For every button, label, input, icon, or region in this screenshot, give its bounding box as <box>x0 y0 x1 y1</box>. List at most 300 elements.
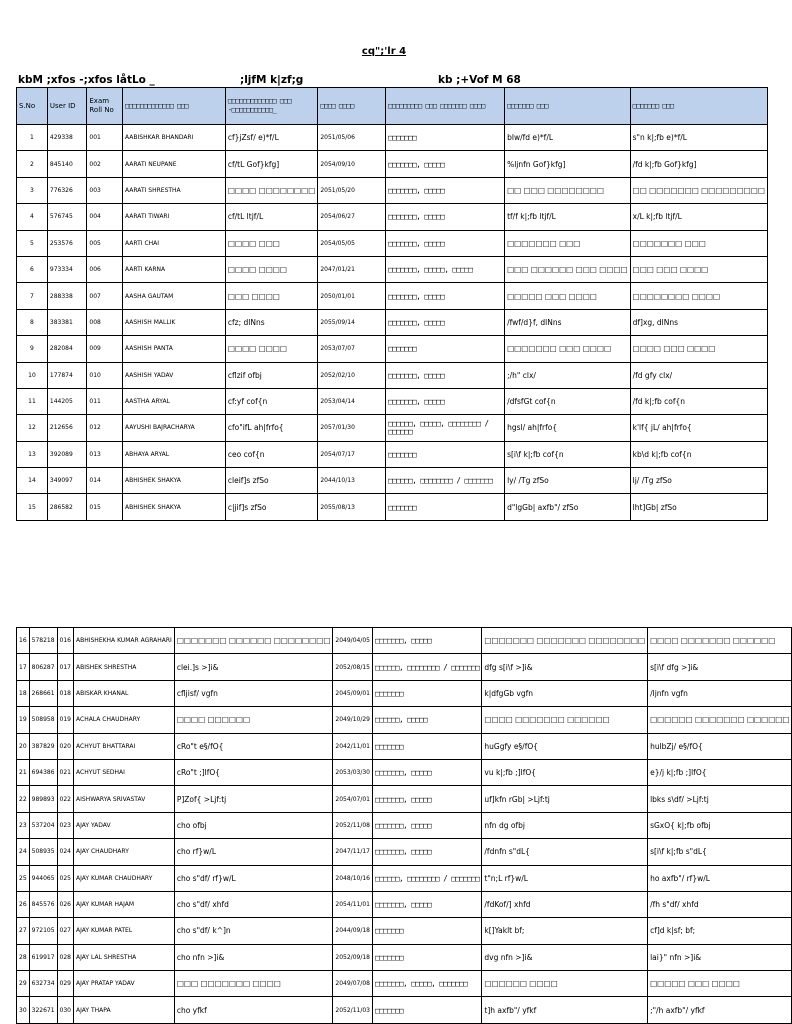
cell-exam-roll: 019 <box>57 707 73 733</box>
cell-exam-roll: 021 <box>57 759 73 785</box>
cell-father: ly/ /Tg zfSo <box>505 468 631 494</box>
cell-grandfather: □□□□□ □□□ □□□□ <box>648 971 792 997</box>
table-row <box>17 125 768 151</box>
cell-sno: 15 <box>17 494 48 520</box>
cell-user-id: 286582 <box>47 494 86 520</box>
cell-sno: 8 <box>17 309 48 335</box>
cell-name-en: ABHAYA ARYAL <box>123 441 226 467</box>
cell-name-en: ABISKAR KHANAL <box>74 680 175 706</box>
cell-user-id: 806287 <box>29 654 57 680</box>
col-name-np: □□□□□□□□□□□□□ □□□ -□□□□□□□□□□□_ <box>225 88 317 125</box>
table-header-row <box>17 88 768 125</box>
table-row <box>17 918 792 944</box>
cell-father: /fdnfn s"dL{ <box>482 839 648 865</box>
cell-qualification: □□□□□□□ <box>373 733 482 759</box>
cell-name-np: cRo"t ;]lfO{ <box>174 759 333 785</box>
cell-exam-roll: 008 <box>87 309 123 335</box>
cell-grandfather: lbks s\df/ >Ljf:tj <box>648 786 792 812</box>
table-row <box>17 256 768 282</box>
cell-father: uf]kfn rGb| >Ljf:tj <box>482 786 648 812</box>
cell-grandfather: x/L k|;fb ltjf/L <box>630 204 767 230</box>
table-row <box>17 415 768 441</box>
table-row <box>17 494 768 520</box>
cell-exam-roll: 007 <box>87 283 123 309</box>
cell-name-np: cf:yf cof{n <box>225 388 317 414</box>
cell-exam-roll: 022 <box>57 786 73 812</box>
cell-grandfather: □□□ □□□ □□□□ <box>630 256 767 282</box>
cell-dob: 2054/11/01 <box>333 891 373 917</box>
table-row <box>17 891 792 917</box>
cell-qualification: □□□□□□□, □□□□□ <box>373 786 482 812</box>
cell-exam-roll: 030 <box>57 997 73 1023</box>
cell-exam-roll: 017 <box>57 654 73 680</box>
cell-exam-roll: 028 <box>57 944 73 970</box>
cell-sno: 30 <box>17 997 30 1023</box>
cell-exam-roll: 018 <box>57 680 73 706</box>
cell-dob: 2051/05/06 <box>318 125 386 151</box>
table-row <box>17 151 768 177</box>
cell-dob: 2044/09/18 <box>333 918 373 944</box>
cell-qualification: □□□□□□, □□□□□□□□ / □□□□□□□ <box>373 865 482 891</box>
table-row <box>17 204 768 230</box>
cell-grandfather: /fd k|;fb cof{n <box>630 388 767 414</box>
cell-father: dfg s[i\f >]i& <box>482 654 648 680</box>
cell-name-np: cf/tL ltjf/L <box>225 204 317 230</box>
table-row <box>17 388 768 414</box>
header-service: ;ljfM k|zf;g <box>240 74 304 86</box>
cell-sno: 7 <box>17 283 48 309</box>
cell-dob: 2053/07/07 <box>318 336 386 362</box>
cell-qualification: □□□□□□□, □□□□□ <box>386 283 505 309</box>
cell-exam-roll: 009 <box>87 336 123 362</box>
cell-sno: 28 <box>17 944 30 970</box>
cell-grandfather: kb\d k|;fb cof{n <box>630 441 767 467</box>
cell-exam-roll: 016 <box>57 628 73 654</box>
cell-grandfather: lai}" nfn >]i& <box>648 944 792 970</box>
cell-sno: 12 <box>17 415 48 441</box>
table-row <box>17 839 792 865</box>
cell-father: nfn dg ofbj <box>482 812 648 838</box>
cell-father: ;/h" clx/ <box>505 362 631 388</box>
cell-dob: 2052/11/08 <box>333 812 373 838</box>
table-row <box>17 944 792 970</box>
table-row <box>17 680 792 706</box>
table-row <box>17 997 792 1023</box>
cell-grandfather: s[i\f k|;fb s"dL{ <box>648 839 792 865</box>
cell-qualification: □□□□□□□, □□□□□ <box>373 839 482 865</box>
cell-name-np: cleif]s zfSo <box>225 468 317 494</box>
table-row <box>17 441 768 467</box>
cell-user-id: 253576 <box>47 230 86 256</box>
cell-exam-roll: 012 <box>87 415 123 441</box>
header-post-count: kb ;+Vof M 68 <box>438 74 521 86</box>
cell-name-en: AARATI NEUPANE <box>123 151 226 177</box>
document-title: cq";'lr 4 <box>361 46 407 57</box>
cell-sno: 11 <box>17 388 48 414</box>
cell-name-en: AASHISH YADAV <box>123 362 226 388</box>
cell-name-en: AJAY KUMAR CHAUDHARY <box>74 865 175 891</box>
cell-user-id: 989893 <box>29 786 57 812</box>
header-office: kbM ;xfos -;xfos låtLo _ <box>18 74 155 86</box>
cell-dob: 2044/10/13 <box>318 468 386 494</box>
table-row <box>17 759 792 785</box>
cell-sno: 24 <box>17 839 30 865</box>
cell-user-id: 282084 <box>47 336 86 362</box>
cell-dob: 2049/07/08 <box>333 971 373 997</box>
cell-qualification: □□□□□□□, □□□□□ <box>373 759 482 785</box>
cell-dob: 2042/11/01 <box>333 733 373 759</box>
cell-user-id: 944065 <box>29 865 57 891</box>
cell-grandfather: k'lf{ jL/ ah|frfo{ <box>630 415 767 441</box>
cell-dob: 2052/08/15 <box>333 654 373 680</box>
cell-sno: 27 <box>17 918 30 944</box>
cell-qualification: □□□□□□□, □□□□□ <box>386 151 505 177</box>
cell-dob: 2054/07/01 <box>333 786 373 812</box>
cell-qualification: □□□□□□□ <box>386 494 505 520</box>
cell-sno: 1 <box>17 125 48 151</box>
cell-name-np: cho ofbj <box>174 812 333 838</box>
cell-exam-roll: 029 <box>57 971 73 997</box>
table-row <box>17 336 768 362</box>
cell-user-id: 144205 <box>47 388 86 414</box>
cell-father: k[]Yaklt bf; <box>482 918 648 944</box>
cell-dob: 2054/09/10 <box>318 151 386 177</box>
cell-name-en: AAYUSHI BAJRACHARYA <box>123 415 226 441</box>
cell-dob: 2048/10/16 <box>333 865 373 891</box>
cell-sno: 20 <box>17 733 30 759</box>
cell-user-id: 392089 <box>47 441 86 467</box>
cell-father: □□□□□□□ □□□ □□□□ <box>505 336 631 362</box>
cell-qualification: □□□□□□, □□□□□ <box>373 707 482 733</box>
cell-exam-roll: 026 <box>57 891 73 917</box>
cell-name-en: ACHYUT SEDHAI <box>74 759 175 785</box>
cell-father: huGgfy e§/fO{ <box>482 733 648 759</box>
cell-qualification: □□□□□□□, □□□□□ <box>373 812 482 838</box>
cell-name-en: AJAY CHAUDHARY <box>74 839 175 865</box>
cell-name-en: AARATI SHRESTHA <box>123 177 226 203</box>
cell-grandfather: ;"/h axfb"/ yfkf <box>648 997 792 1023</box>
candidate-table-2 <box>16 627 792 1024</box>
cell-name-np: cfo"ifL ah|frfo{ <box>225 415 317 441</box>
cell-grandfather: /ljnfn vgfn <box>648 680 792 706</box>
cell-exam-roll: 023 <box>57 812 73 838</box>
cell-user-id: 322671 <box>29 997 57 1023</box>
cell-user-id: 845140 <box>47 151 86 177</box>
cell-name-np: cho s"df/ xhfd <box>174 891 333 917</box>
cell-qualification: □□□□□□□ <box>373 918 482 944</box>
table-row <box>17 654 792 680</box>
table-row <box>17 812 792 838</box>
cell-dob: 2053/03/30 <box>333 759 373 785</box>
cell-dob: 2050/01/01 <box>318 283 386 309</box>
cell-name-np: □□□□□□□ □□□□□□ □□□□□□□□ <box>174 628 333 654</box>
cell-father: t"n;L rf}w/L <box>482 865 648 891</box>
cell-name-np: cho nfn >]i& <box>174 944 333 970</box>
cell-name-np: cf}jZsf/ e)*f/L <box>225 125 317 151</box>
cell-qualification: □□□□□□□, □□□□□, □□□□□ <box>386 256 505 282</box>
cell-sno: 10 <box>17 362 48 388</box>
cell-name-en: AJAY LAL SHRESTHA <box>74 944 175 970</box>
cell-grandfather: s"n k|;fb e)*f/L <box>630 125 767 151</box>
cell-father: /fwf/d}f, dlNns <box>505 309 631 335</box>
cell-name-en: AJAY PRATAP YADAV <box>74 971 175 997</box>
cell-grandfather: e}/j k|;fb ;]lfO{ <box>648 759 792 785</box>
cell-name-en: AJAY YADAV <box>74 812 175 838</box>
table-row <box>17 177 768 203</box>
cell-qualification: □□□□□□□, □□□□□ <box>373 628 482 654</box>
col-grandfather: □□□□□□□ □□□ <box>630 88 767 125</box>
col-qualification: □□□□□□□□□ □□□ □□□□□□□ □□□□ <box>386 88 505 125</box>
cell-dob: 2049/10/29 <box>333 707 373 733</box>
table-row <box>17 786 792 812</box>
cell-user-id: 429338 <box>47 125 86 151</box>
cell-sno: 19 <box>17 707 30 733</box>
cell-qualification: □□□□□□, □□□□□□□□ / □□□□□□□ <box>373 654 482 680</box>
cell-grandfather: □□ □□□□□□□ □□□□□□□□□ <box>630 177 767 203</box>
cell-qualification: □□□□□□, □□□□□, □□□□□□□□ / □□□□□□ <box>386 415 505 441</box>
table-row <box>17 362 768 388</box>
cell-dob: 2055/09/14 <box>318 309 386 335</box>
cell-grandfather: □□□□□□□ □□□ <box>630 230 767 256</box>
cell-father: □□ □□□ □□□□□□□□ <box>505 177 631 203</box>
cell-name-en: AJAY KUMAR PATEL <box>74 918 175 944</box>
cell-grandfather: □□□□□□ □□□□□□□ □□□□□□ <box>648 707 792 733</box>
cell-qualification: □□□□□□□, □□□□□, □□□□□□□ <box>373 971 482 997</box>
cell-name-np: cho rf}w/L <box>174 839 333 865</box>
cell-exam-roll: 002 <box>87 151 123 177</box>
cell-name-en: ABISHEK SHRESTHA <box>74 654 175 680</box>
cell-grandfather: □□□□□□□□ □□□□ <box>630 283 767 309</box>
cell-qualification: □□□□□□□, □□□□□ <box>386 177 505 203</box>
cell-grandfather: □□□□ □□□□□□□ □□□□□□ <box>648 628 792 654</box>
cell-name-np: cRo"t e§/fO{ <box>174 733 333 759</box>
cell-grandfather: /fd k|;fb Gof}kfg] <box>630 151 767 177</box>
cell-father: □□□□□□□ □□□ <box>505 230 631 256</box>
cell-exam-roll: 020 <box>57 733 73 759</box>
cell-name-np: □□□□ □□□□ <box>225 336 317 362</box>
cell-exam-roll: 001 <box>87 125 123 151</box>
cell-father: blw/fd e)*f/L <box>505 125 631 151</box>
cell-sno: 14 <box>17 468 48 494</box>
cell-grandfather: /fd gfy clx/ <box>630 362 767 388</box>
cell-sno: 5 <box>17 230 48 256</box>
cell-qualification: □□□□□□□, □□□□□ <box>386 230 505 256</box>
cell-sno: 22 <box>17 786 30 812</box>
cell-father: k|dfgGb vgfn <box>482 680 648 706</box>
col-exam-roll: Exam Roll No <box>87 88 123 125</box>
cell-name-en: ABHISHEK SHAKYA <box>123 494 226 520</box>
table-row <box>17 865 792 891</box>
cell-exam-roll: 011 <box>87 388 123 414</box>
cell-dob: 2052/09/18 <box>333 944 373 970</box>
cell-sno: 25 <box>17 865 30 891</box>
cell-name-en: AASHISH MALLIK <box>123 309 226 335</box>
candidate-table-1 <box>16 87 768 521</box>
cell-qualification: □□□□□□□, □□□□□ <box>373 891 482 917</box>
cell-dob: 2054/05/05 <box>318 230 386 256</box>
cell-name-np: cf/tL Gof}kfg] <box>225 151 317 177</box>
cell-sno: 23 <box>17 812 30 838</box>
cell-qualification: □□□□□□□, □□□□□ <box>386 388 505 414</box>
cell-grandfather: lht]Gb| zfSo <box>630 494 767 520</box>
cell-name-np: □□□□ □□□ <box>225 230 317 256</box>
cell-sno: 4 <box>17 204 48 230</box>
cell-dob: 2055/08/13 <box>318 494 386 520</box>
cell-grandfather: df]xg, dlNns <box>630 309 767 335</box>
cell-user-id: 177874 <box>47 362 86 388</box>
cell-exam-roll: 010 <box>87 362 123 388</box>
cell-exam-roll: 027 <box>57 918 73 944</box>
col-father: □□□□□□□ □□□ <box>505 88 631 125</box>
cell-grandfather: /fh s"df/ xhfd <box>648 891 792 917</box>
cell-sno: 17 <box>17 654 30 680</box>
cell-user-id: 349097 <box>47 468 86 494</box>
table-row <box>17 707 792 733</box>
cell-sno: 2 <box>17 151 48 177</box>
cell-qualification: □□□□□□□ <box>386 441 505 467</box>
cell-dob: 2057/01/30 <box>318 415 386 441</box>
cell-name-np: □□□□ □□□□□□ <box>174 707 333 733</box>
cell-exam-roll: 024 <box>57 839 73 865</box>
cell-dob: 2049/04/05 <box>333 628 373 654</box>
cell-dob: 2054/07/17 <box>318 441 386 467</box>
cell-father: hgsl/ ah|frfo{ <box>505 415 631 441</box>
cell-sno: 26 <box>17 891 30 917</box>
table-row <box>17 733 792 759</box>
cell-father: □□□□□ □□□ □□□□ <box>505 283 631 309</box>
cell-user-id: 387829 <box>29 733 57 759</box>
cell-name-np: □□□ □□□□ <box>225 283 317 309</box>
cell-name-np: clei.]s >]i& <box>174 654 333 680</box>
cell-grandfather: ho axfb"/ rf}w/L <box>648 865 792 891</box>
cell-name-en: AARTI CHAI <box>123 230 226 256</box>
cell-sno: 6 <box>17 256 48 282</box>
cell-qualification: □□□□□□□ <box>386 125 505 151</box>
cell-sno: 29 <box>17 971 30 997</box>
cell-sno: 16 <box>17 628 30 654</box>
cell-sno: 13 <box>17 441 48 467</box>
cell-father: □□□□ □□□□□□□ □□□□□□ <box>482 707 648 733</box>
cell-father: □□□□□□ □□□□ <box>482 971 648 997</box>
cell-father: dvg nfn >]i& <box>482 944 648 970</box>
col-user-id: User ID <box>47 88 86 125</box>
cell-user-id: 508935 <box>29 839 57 865</box>
cell-qualification: □□□□□□□ <box>373 997 482 1023</box>
cell-exam-roll: 025 <box>57 865 73 891</box>
cell-user-id: 619917 <box>29 944 57 970</box>
cell-name-en: AABISHKAR BHANDARI <box>123 125 226 151</box>
cell-name-np: cfljisf/ vgfn <box>174 680 333 706</box>
cell-name-en: AARTI KARNA <box>123 256 226 282</box>
cell-sno: 9 <box>17 336 48 362</box>
cell-exam-roll: 005 <box>87 230 123 256</box>
cell-dob: 2052/11/03 <box>333 997 373 1023</box>
cell-name-en: ABHISHEK SHAKYA <box>123 468 226 494</box>
table-row <box>17 628 792 654</box>
cell-grandfather: s[i\f dfg >]i& <box>648 654 792 680</box>
cell-father: □□□□□□□ □□□□□□□ □□□□□□□□ <box>482 628 648 654</box>
cell-exam-roll: 003 <box>87 177 123 203</box>
cell-name-np: c|jif]s zfSo <box>225 494 317 520</box>
cell-qualification: □□□□□□□, □□□□□ <box>386 362 505 388</box>
cell-user-id: 212656 <box>47 415 86 441</box>
cell-user-id: 845576 <box>29 891 57 917</box>
cell-name-np: □□□ □□□□□□□ □□□□ <box>174 971 333 997</box>
cell-father: /fdKof/] xhfd <box>482 891 648 917</box>
cell-dob: 2047/01/21 <box>318 256 386 282</box>
cell-dob: 2051/05/20 <box>318 177 386 203</box>
cell-name-en: AASTHA ARYAL <box>123 388 226 414</box>
cell-exam-roll: 015 <box>87 494 123 520</box>
cell-user-id: 268661 <box>29 680 57 706</box>
cell-father: □□□ □□□□□□ □□□ □□□□ <box>505 256 631 282</box>
cell-name-en: ABHISHEKHA KUMAR AGRAHARI <box>74 628 175 654</box>
cell-sno: 21 <box>17 759 30 785</box>
cell-father: %ljnfn Gof}kfg] <box>505 151 631 177</box>
cell-sno: 3 <box>17 177 48 203</box>
cell-user-id: 632734 <box>29 971 57 997</box>
table-row <box>17 283 768 309</box>
cell-name-en: AASHA GAUTAM <box>123 283 226 309</box>
cell-dob: 2045/09/01 <box>333 680 373 706</box>
cell-qualification: □□□□□□□ <box>386 336 505 362</box>
col-name-en: □□□□□□□□□□□□□ □□□ <box>123 88 226 125</box>
cell-name-np: cho s"df/ k^]n <box>174 918 333 944</box>
cell-name-np: □□□□ □□□□ <box>225 256 317 282</box>
cell-qualification: □□□□□□□, □□□□□ <box>386 204 505 230</box>
cell-user-id: 537204 <box>29 812 57 838</box>
cell-dob: 2053/04/14 <box>318 388 386 414</box>
cell-name-np: cho yfkf <box>174 997 333 1023</box>
cell-exam-roll: 014 <box>87 468 123 494</box>
cell-father: s[i\f k|;fb cof{n <box>505 441 631 467</box>
cell-user-id: 508958 <box>29 707 57 733</box>
table-row <box>17 468 768 494</box>
cell-user-id: 288338 <box>47 283 86 309</box>
col-sno: S.No <box>17 88 48 125</box>
cell-user-id: 383381 <box>47 309 86 335</box>
table-row <box>17 309 768 335</box>
cell-user-id: 776326 <box>47 177 86 203</box>
col-dob: □□□□ □□□□ <box>318 88 386 125</box>
cell-qualification: □□□□□□□ <box>373 944 482 970</box>
cell-name-np: ceo cof{n <box>225 441 317 467</box>
cell-name-np: P]Zof{ >Ljf:tj <box>174 786 333 812</box>
cell-sno: 18 <box>17 680 30 706</box>
cell-grandfather: sGxO{ k|;fb ofbj <box>648 812 792 838</box>
cell-father: tf/f k|;fb ltjf/L <box>505 204 631 230</box>
cell-name-np: □□□□ □□□□□□□□ <box>225 177 317 203</box>
cell-grandfather: □□□□ □□□ □□□□ <box>630 336 767 362</box>
cell-user-id: 973334 <box>47 256 86 282</box>
cell-user-id: 576745 <box>47 204 86 230</box>
cell-name-en: AJAY THAPA <box>74 997 175 1023</box>
cell-name-np: cflzif ofbj <box>225 362 317 388</box>
cell-name-en: AISHWARYA SRIVASTAV <box>74 786 175 812</box>
cell-name-np: cfz; dlNns <box>225 309 317 335</box>
cell-name-en: ACHYUT BHATTARAI <box>74 733 175 759</box>
cell-user-id: 578218 <box>29 628 57 654</box>
cell-dob: 2054/06/27 <box>318 204 386 230</box>
cell-father: d"lgGb| axfb"/ zfSo <box>505 494 631 520</box>
cell-exam-roll: 013 <box>87 441 123 467</box>
cell-qualification: □□□□□□, □□□□□□□□ / □□□□□□□ <box>386 468 505 494</box>
cell-user-id: 694386 <box>29 759 57 785</box>
cell-name-en: AJAY KUMAR HAJAM <box>74 891 175 917</box>
cell-exam-roll: 006 <box>87 256 123 282</box>
cell-name-en: AASHISH PANTA <box>123 336 226 362</box>
cell-dob: 2052/02/10 <box>318 362 386 388</box>
